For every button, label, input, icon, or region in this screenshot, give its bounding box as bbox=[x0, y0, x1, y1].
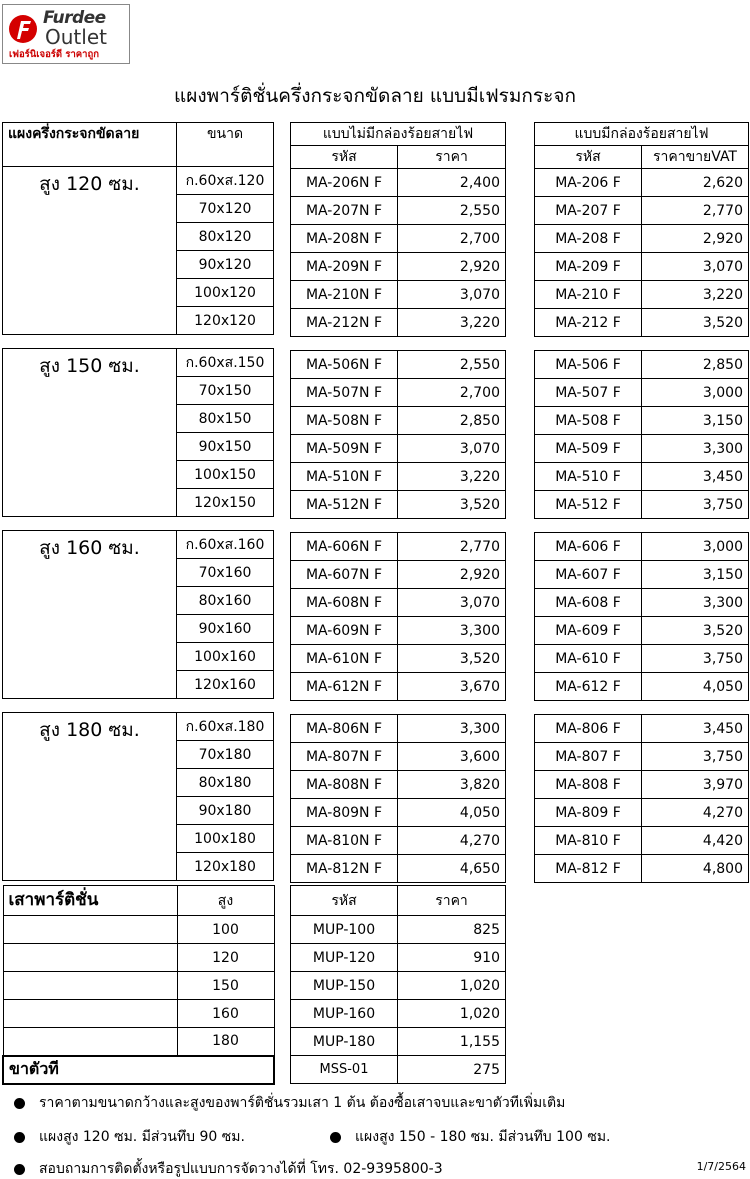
with-duct-code: MA-812 F bbox=[535, 855, 642, 883]
post-code: MUP-180 bbox=[291, 1028, 398, 1056]
post-height: 160 bbox=[177, 1000, 274, 1028]
panel-size: 120x160 bbox=[177, 671, 274, 699]
panel-size: 80x180 bbox=[177, 769, 274, 797]
post-code: MUP-160 bbox=[291, 1000, 398, 1028]
bullet-icon bbox=[330, 1132, 341, 1143]
post-height: 180 bbox=[177, 1028, 274, 1056]
document-date: 1/7/2564 bbox=[696, 1160, 746, 1173]
no-duct-price: 4,650 bbox=[398, 855, 506, 883]
height-group-label: สูง 120 ซม. bbox=[3, 167, 177, 335]
group-gap bbox=[3, 517, 274, 531]
height-group-label: สูง 160 ซม. bbox=[3, 531, 177, 699]
with-duct-code: MA-807 F bbox=[535, 743, 642, 771]
no-duct-code: MA-612N F bbox=[291, 673, 398, 701]
bullet-icon bbox=[14, 1164, 25, 1175]
no-duct-table bbox=[290, 122, 506, 883]
with-duct-price: 3,970 bbox=[642, 771, 749, 799]
group-gap bbox=[3, 335, 274, 349]
no-duct-code: MA-607N F bbox=[291, 561, 398, 589]
with-duct-code: MA-606 F bbox=[535, 533, 642, 561]
panel-size: 80x160 bbox=[177, 587, 274, 615]
no-duct-price: 2,920 bbox=[398, 561, 506, 589]
group-gap bbox=[535, 337, 749, 351]
with-duct-price: 3,750 bbox=[642, 491, 749, 519]
no-duct-code: MA-210N F bbox=[291, 281, 398, 309]
price-vat-header: ราคาขายVAT bbox=[642, 146, 749, 169]
panel-size: ก.60xส.160 bbox=[177, 531, 274, 559]
post-price: 825 bbox=[398, 916, 506, 944]
panel-size: 100x180 bbox=[177, 825, 274, 853]
panel-size: 70x120 bbox=[177, 195, 274, 223]
with-duct-code: MA-210 F bbox=[535, 281, 642, 309]
post-height: 120 bbox=[177, 944, 274, 972]
with-duct-code: MA-612 F bbox=[535, 673, 642, 701]
with-duct-price: 4,420 bbox=[642, 827, 749, 855]
panel-size: 120x120 bbox=[177, 307, 274, 335]
no-duct-code: MA-512N F bbox=[291, 491, 398, 519]
no-duct-code: MA-810N F bbox=[291, 827, 398, 855]
post-code: MUP-100 bbox=[291, 916, 398, 944]
with-duct-price: 3,000 bbox=[642, 379, 749, 407]
no-duct-code: MA-809N F bbox=[291, 799, 398, 827]
no-duct-code: MA-506N F bbox=[291, 351, 398, 379]
no-duct-code: MA-807N F bbox=[291, 743, 398, 771]
posts-label-blank bbox=[3, 944, 177, 972]
panel-header: แผงครึ่งกระจกขัดลาย bbox=[3, 123, 177, 167]
no-duct-price: 3,820 bbox=[398, 771, 506, 799]
with-duct-code: MA-208 F bbox=[535, 225, 642, 253]
logo-f-icon bbox=[8, 13, 38, 45]
posts-label: เสาพาร์ติชั่น bbox=[3, 886, 177, 916]
post-price: 910 bbox=[398, 944, 506, 972]
no-duct-code: MA-212N F bbox=[291, 309, 398, 337]
foot-code: MSS-01 bbox=[291, 1056, 398, 1084]
logo-brand-line2: Outlet bbox=[45, 25, 107, 49]
foot-label: ขาตัวที bbox=[3, 1056, 274, 1084]
posts-price-table bbox=[290, 885, 506, 1084]
with-duct-price: 4,050 bbox=[642, 673, 749, 701]
with-duct-price: 3,450 bbox=[642, 715, 749, 743]
panel-size: 90x180 bbox=[177, 797, 274, 825]
post-price: 1,020 bbox=[398, 1000, 506, 1028]
post-price: 1,020 bbox=[398, 972, 506, 1000]
no-duct-price: 2,770 bbox=[398, 533, 506, 561]
no-duct-code: MA-207N F bbox=[291, 197, 398, 225]
no-duct-price: 3,220 bbox=[398, 309, 506, 337]
posts-label-blank bbox=[3, 972, 177, 1000]
with-duct-code: MA-608 F bbox=[535, 589, 642, 617]
no-duct-code: MA-206N F bbox=[291, 169, 398, 197]
company-logo bbox=[2, 4, 130, 64]
posts-height-header: สูง bbox=[177, 886, 274, 916]
group-gap bbox=[291, 337, 506, 351]
with-duct-code: MA-806 F bbox=[535, 715, 642, 743]
with-duct-code: MA-506 F bbox=[535, 351, 642, 379]
panel-size: ก.60xส.150 bbox=[177, 349, 274, 377]
no-duct-price: 4,270 bbox=[398, 827, 506, 855]
posts-label-blank bbox=[3, 1028, 177, 1056]
note-2a bbox=[14, 1126, 245, 1148]
posts-label-blank bbox=[3, 916, 177, 944]
no-duct-code: MA-509N F bbox=[291, 435, 398, 463]
no-duct-price: 3,600 bbox=[398, 743, 506, 771]
code-header: รหัส bbox=[291, 146, 398, 169]
price-header: ราคา bbox=[398, 146, 506, 169]
note-1 bbox=[14, 1092, 565, 1114]
with-duct-price: 2,620 bbox=[642, 169, 749, 197]
code-header: รหัส bbox=[535, 146, 642, 169]
no-duct-price: 2,850 bbox=[398, 407, 506, 435]
no-duct-price: 3,300 bbox=[398, 715, 506, 743]
with-duct-code: MA-212 F bbox=[535, 309, 642, 337]
no-duct-code: MA-606N F bbox=[291, 533, 398, 561]
size-table bbox=[2, 122, 274, 881]
no-duct-price: 3,070 bbox=[398, 435, 506, 463]
group-gap bbox=[535, 519, 749, 533]
no-duct-code: MA-608N F bbox=[291, 589, 398, 617]
with-duct-code: MA-810 F bbox=[535, 827, 642, 855]
post-code: MUP-150 bbox=[291, 972, 398, 1000]
with-duct-price: 3,150 bbox=[642, 407, 749, 435]
with-duct-header: แบบมีกล่องร้อยสายไฟ bbox=[535, 123, 749, 146]
with-duct-code: MA-508 F bbox=[535, 407, 642, 435]
logo-tagline: เฟอร์นิเจอร์ดี ราคาถูก bbox=[9, 49, 100, 60]
posts-price-header: ราคา bbox=[398, 886, 506, 916]
with-duct-price: 3,750 bbox=[642, 743, 749, 771]
no-duct-price: 3,070 bbox=[398, 589, 506, 617]
no-duct-code: MA-507N F bbox=[291, 379, 398, 407]
no-duct-price: 2,550 bbox=[398, 197, 506, 225]
with-duct-price: 3,520 bbox=[642, 617, 749, 645]
posts-label-blank bbox=[3, 1000, 177, 1028]
no-duct-code: MA-508N F bbox=[291, 407, 398, 435]
with-duct-price: 4,270 bbox=[642, 799, 749, 827]
with-duct-price: 2,920 bbox=[642, 225, 749, 253]
posts-label-table bbox=[2, 885, 275, 1085]
panel-size: 80x120 bbox=[177, 223, 274, 251]
group-gap bbox=[291, 701, 506, 715]
with-duct-code: MA-607 F bbox=[535, 561, 642, 589]
with-duct-table bbox=[534, 122, 749, 883]
no-duct-price: 2,920 bbox=[398, 253, 506, 281]
panel-size: 120x180 bbox=[177, 853, 274, 881]
no-duct-price: 3,220 bbox=[398, 463, 506, 491]
bullet-icon bbox=[14, 1132, 25, 1143]
with-duct-price: 4,800 bbox=[642, 855, 749, 883]
with-duct-code: MA-509 F bbox=[535, 435, 642, 463]
panel-size: 100x150 bbox=[177, 461, 274, 489]
with-duct-price: 3,220 bbox=[642, 281, 749, 309]
with-duct-price: 3,450 bbox=[642, 463, 749, 491]
no-duct-price: 3,520 bbox=[398, 491, 506, 519]
panel-size: 80x150 bbox=[177, 405, 274, 433]
note-2b bbox=[330, 1126, 611, 1148]
with-duct-price: 3,300 bbox=[642, 589, 749, 617]
with-duct-code: MA-610 F bbox=[535, 645, 642, 673]
with-duct-price: 3,750 bbox=[642, 645, 749, 673]
size-header: ขนาด bbox=[177, 123, 274, 167]
no-duct-price: 4,050 bbox=[398, 799, 506, 827]
no-duct-code: MA-812N F bbox=[291, 855, 398, 883]
group-gap bbox=[535, 701, 749, 715]
with-duct-code: MA-507 F bbox=[535, 379, 642, 407]
posts-code-header: รหัส bbox=[291, 886, 398, 916]
note-3-text: สอบถามการติดตั้งหรือรูปแบบการจัดวางได้ที่ โทร. 02-9395800-3 bbox=[39, 1161, 443, 1177]
post-height: 150 bbox=[177, 972, 274, 1000]
with-duct-price: 2,770 bbox=[642, 197, 749, 225]
no-duct-code: MA-806N F bbox=[291, 715, 398, 743]
group-gap bbox=[291, 519, 506, 533]
panel-size: 90x120 bbox=[177, 251, 274, 279]
no-duct-code: MA-209N F bbox=[291, 253, 398, 281]
panel-size: 100x160 bbox=[177, 643, 274, 671]
with-duct-code: MA-512 F bbox=[535, 491, 642, 519]
with-duct-code: MA-609 F bbox=[535, 617, 642, 645]
no-duct-price: 3,520 bbox=[398, 645, 506, 673]
with-duct-code: MA-207 F bbox=[535, 197, 642, 225]
note-3 bbox=[14, 1158, 443, 1179]
no-duct-price: 2,700 bbox=[398, 225, 506, 253]
post-height: 100 bbox=[177, 916, 274, 944]
with-duct-price: 3,150 bbox=[642, 561, 749, 589]
logo-brand-line1: Furdee bbox=[43, 8, 106, 28]
no-duct-code: MA-610N F bbox=[291, 645, 398, 673]
post-price: 1,155 bbox=[398, 1028, 506, 1056]
panel-size: 70x160 bbox=[177, 559, 274, 587]
with-duct-code: MA-510 F bbox=[535, 463, 642, 491]
panel-size: 100x120 bbox=[177, 279, 274, 307]
no-duct-price: 2,550 bbox=[398, 351, 506, 379]
group-gap bbox=[3, 699, 274, 713]
bullet-icon bbox=[14, 1098, 25, 1109]
post-code: MUP-120 bbox=[291, 944, 398, 972]
panel-size: ก.60xส.120 bbox=[177, 167, 274, 195]
note-1-text: ราคาตามขนาดกว้างและสูงของพาร์ติชั่นรวมเสา 1 ต้น ต้องซื้อเสาจบและขาตัวทีเพิ่มเติม bbox=[39, 1095, 566, 1111]
note-2a-text: แผงสูง 120 ซม. มีส่วนทึบ 90 ซม. bbox=[39, 1129, 245, 1145]
with-duct-price: 3,300 bbox=[642, 435, 749, 463]
no-duct-price: 3,670 bbox=[398, 673, 506, 701]
panel-size: 70x150 bbox=[177, 377, 274, 405]
panel-size: 70x180 bbox=[177, 741, 274, 769]
note-2b-text: แผงสูง 150 - 180 ซม. มีส่วนทึบ 100 ซม. bbox=[355, 1129, 611, 1145]
height-group-label: สูง 180 ซม. bbox=[3, 713, 177, 881]
no-duct-header: แบบไม่มีกล่องร้อยสายไฟ bbox=[291, 123, 506, 146]
no-duct-price: 2,400 bbox=[398, 169, 506, 197]
with-duct-price: 2,850 bbox=[642, 351, 749, 379]
panel-size: 120x150 bbox=[177, 489, 274, 517]
foot-price: 275 bbox=[398, 1056, 506, 1084]
with-duct-price: 3,070 bbox=[642, 253, 749, 281]
panel-size: ก.60xส.180 bbox=[177, 713, 274, 741]
no-duct-code: MA-609N F bbox=[291, 617, 398, 645]
no-duct-code: MA-208N F bbox=[291, 225, 398, 253]
with-duct-code: MA-808 F bbox=[535, 771, 642, 799]
with-duct-code: MA-809 F bbox=[535, 799, 642, 827]
panel-size: 90x150 bbox=[177, 433, 274, 461]
no-duct-code: MA-510N F bbox=[291, 463, 398, 491]
height-group-label: สูง 150 ซม. bbox=[3, 349, 177, 517]
with-duct-code: MA-209 F bbox=[535, 253, 642, 281]
no-duct-code: MA-808N F bbox=[291, 771, 398, 799]
panel-size: 90x160 bbox=[177, 615, 274, 643]
no-duct-price: 3,070 bbox=[398, 281, 506, 309]
no-duct-price: 3,300 bbox=[398, 617, 506, 645]
with-duct-price: 3,000 bbox=[642, 533, 749, 561]
with-duct-price: 3,520 bbox=[642, 309, 749, 337]
no-duct-price: 2,700 bbox=[398, 379, 506, 407]
page-title: แผงพาร์ติชั่นครึ่งกระจกขัดลาย แบบมีเฟรมกระจก bbox=[174, 85, 576, 107]
with-duct-code: MA-206 F bbox=[535, 169, 642, 197]
